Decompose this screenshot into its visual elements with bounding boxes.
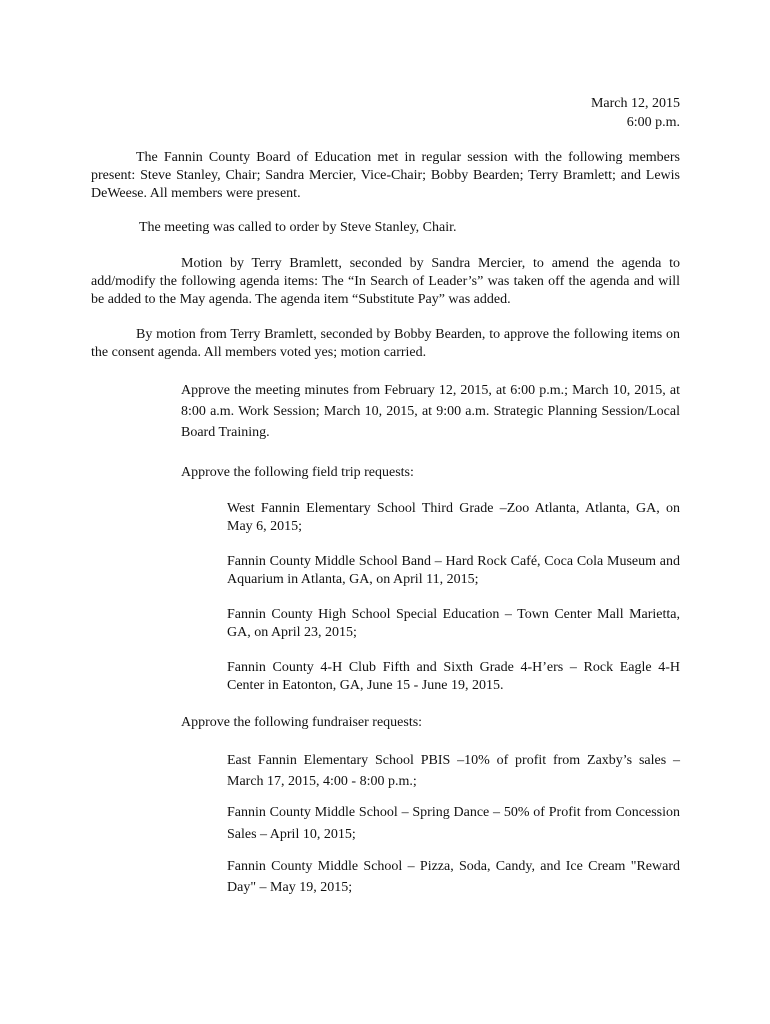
fundraiser-item: East Fannin Elementary School PBIS –10% of profit from Zaxby’s sales – March 17, 2015, 4:00 - 8:00 p.m.; bbox=[227, 753, 680, 789]
field-trip-item: West Fannin Elementary School Third Grade –Zoo Atlanta, Atlanta, GA, on May 6, 2015; bbox=[227, 501, 680, 534]
consent-motion-paragraph: By motion from Terry Bramlett, seconded by Bobby Bearden, to approve the following items on the consent agenda. All members voted yes; motion carried. bbox=[91, 327, 680, 360]
fundraiser-item: Fannin County Middle School – Spring Dance – 50% of Profit from Concession Sales – April 10, 2015; bbox=[227, 805, 680, 842]
approve-minutes-item: Approve the meeting minutes from February 12, 2015, at 6:00 p.m.; March 10, 2015, at 8:00 a.m. Work Session; March 10, 2015, at 9:00 a.m. Strategic Planning Session/Local Board Training. bbox=[181, 383, 680, 440]
call-to-order-paragraph: The meeting was called to order by Steve Stanley, Chair. bbox=[139, 220, 457, 235]
meeting-time: 6:00 p.m. bbox=[626, 115, 680, 130]
members-paragraph: The Fannin County Board of Education met in regular session with the following members present: Steve Stanley, Chair; Sandra Mercier, Vice-Chair; Bobby Bearden; Terry Bramlett; and Lewis DeWeese. All members were present. bbox=[91, 150, 680, 201]
field-trips-heading: Approve the following field trip requests: bbox=[181, 465, 414, 480]
field-trip-item: Fannin County 4-H Club Fifth and Sixth Grade 4-H’ers – Rock Eagle 4-H Center in Eatonton, GA, June 15 - June 19, 2015. bbox=[227, 660, 680, 693]
field-trip-item: Fannin County High School Special Education – Town Center Mall Marietta, GA, on April 23, 2015; bbox=[227, 607, 680, 640]
meeting-date: March 12, 2015 bbox=[590, 96, 680, 111]
meeting-date-block bbox=[591, 94, 680, 132]
agenda-motion-paragraph: Motion by Terry Bramlett, seconded by Sandra Mercier, to amend the agenda to add/modify the following agenda items: The “In Search of Leader’s” was taken off the agenda and will be added to the May agenda. The agenda item “Substitute Pay” was added. bbox=[91, 256, 680, 307]
field-trip-item: Fannin County Middle School Band – Hard Rock Café, Coca Cola Museum and Aquarium in Atlanta, GA, on April 11, 2015; bbox=[227, 554, 680, 587]
fundraiser-item: Fannin County Middle School – Pizza, Soda, Candy, and Ice Cream "Reward Day" – May 19, 2015; bbox=[227, 859, 680, 895]
fundraisers-heading: Approve the following fundraiser requests: bbox=[181, 715, 423, 730]
